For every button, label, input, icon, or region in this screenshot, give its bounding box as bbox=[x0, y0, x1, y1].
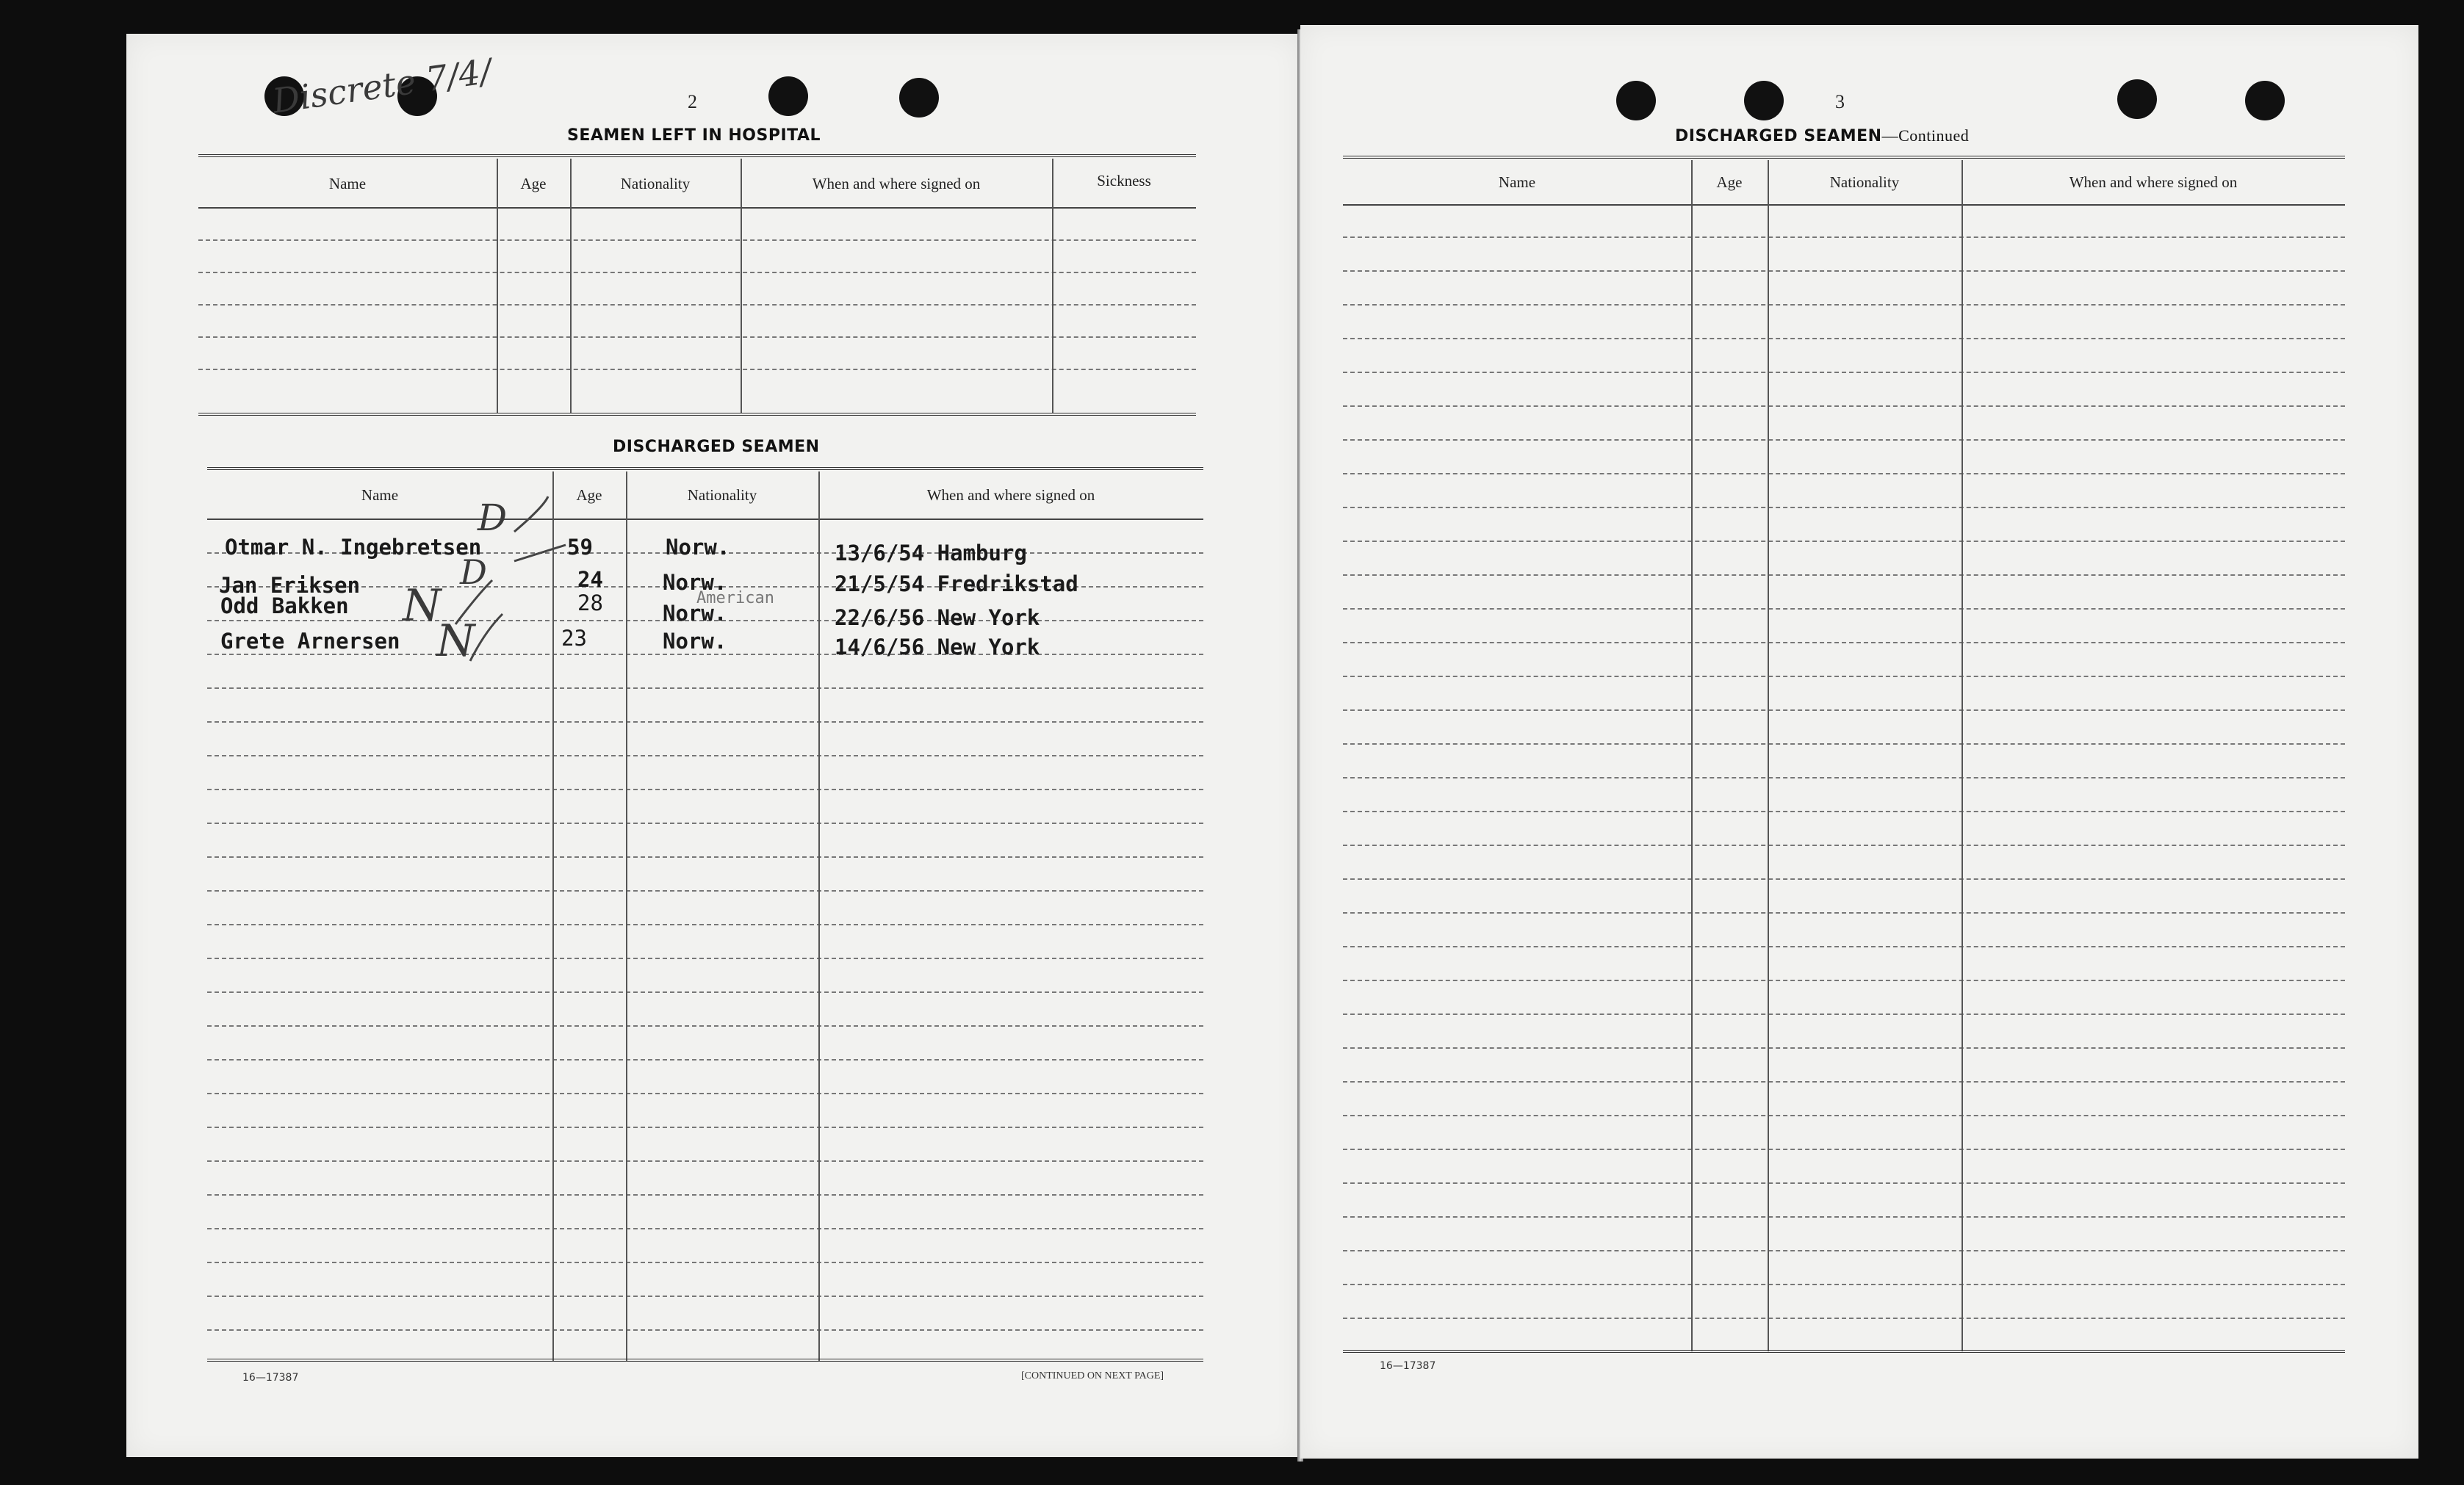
ruled-line bbox=[1343, 1149, 2345, 1150]
ruled-line bbox=[1343, 1182, 2345, 1184]
ruled-line bbox=[1343, 1216, 2345, 1218]
seaman-signed-on-2: 21/5/54 Fredrikstad bbox=[835, 571, 1078, 596]
ruled-line bbox=[1343, 1284, 2345, 1285]
ruled-line bbox=[1343, 304, 2345, 306]
hospital-header-signed-on: When and where signed on bbox=[812, 175, 981, 192]
form-number-right: 16—17387 bbox=[1380, 1360, 1436, 1372]
seaman-nationality-4: Norw. bbox=[663, 629, 727, 654]
discharged-continued-table bbox=[1343, 156, 2345, 1356]
continued-note: [CONTINUED ON NEXT PAGE] bbox=[1021, 1370, 1164, 1381]
ruled-line bbox=[1343, 1318, 2345, 1319]
seaman-nationality-1: Norw. bbox=[666, 535, 730, 560]
ruled-line bbox=[1343, 1014, 2345, 1015]
handwritten-mark-3: N bbox=[403, 580, 442, 632]
seaman-signed-on-1: 13/6/54 Hamburg bbox=[835, 541, 1027, 566]
handwritten-annotation: Discrete 7/4/ bbox=[270, 51, 494, 121]
discharged-continued-title: DISCHARGED SEAMEN—Continued bbox=[1675, 126, 1970, 145]
form-number-left: 16—17387 bbox=[242, 1372, 299, 1384]
handwritten-mark-4: N bbox=[436, 615, 475, 667]
hospital-section-title: SEAMEN LEFT IN HOSPITAL bbox=[567, 126, 821, 145]
continued-header-name: Name bbox=[1498, 173, 1536, 191]
ruled-line bbox=[1343, 912, 2345, 914]
continued-header-nationality: Nationality bbox=[1829, 173, 1900, 191]
ruled-line bbox=[1343, 980, 2345, 981]
seaman-age-2: 24 bbox=[577, 567, 603, 592]
ruled-line bbox=[1343, 845, 2345, 846]
hospital-header-nationality: Nationality bbox=[620, 175, 691, 192]
seaman-signed-on-4: 14/6/56 New York bbox=[835, 635, 1040, 660]
discharged-header-signed-on: When and where signed on bbox=[926, 486, 1095, 504]
hospital-header-sickness: Sickness bbox=[1097, 172, 1151, 189]
seaman-age-1: 59 bbox=[567, 535, 593, 560]
ruled-line bbox=[1343, 338, 2345, 339]
seaman-age-4: 23 bbox=[561, 626, 587, 651]
seaman-nationality-2: Norw. bbox=[663, 570, 727, 595]
ruled-line bbox=[1343, 473, 2345, 474]
ruled-line bbox=[1343, 743, 2345, 745]
seaman-name-4: Grete Arnersen bbox=[220, 629, 400, 654]
handwritten-mark-2: D bbox=[460, 552, 487, 592]
seaman-signed-on-3: 22/6/56 New York bbox=[835, 605, 1040, 630]
ruled-line bbox=[1343, 811, 2345, 812]
discharged-section-title: DISCHARGED SEAMEN bbox=[613, 438, 820, 456]
hospital-header-age: Age bbox=[520, 175, 547, 192]
ruled-line bbox=[1343, 1250, 2345, 1251]
ruled-line bbox=[1343, 709, 2345, 711]
ruled-line bbox=[1343, 507, 2345, 508]
seaman-name-2: Jan Eriksen bbox=[219, 573, 361, 598]
ruled-line bbox=[1343, 439, 2345, 441]
ruled-line bbox=[1343, 946, 2345, 947]
seaman-nationality-correction-3: American bbox=[696, 589, 774, 607]
continued-header-age: Age bbox=[1716, 173, 1743, 191]
ruled-line bbox=[1343, 574, 2345, 576]
ruled-line bbox=[1343, 676, 2345, 677]
discharged-header-age: Age bbox=[576, 486, 602, 504]
ruled-line bbox=[1343, 608, 2345, 610]
ruled-line bbox=[1343, 236, 2345, 238]
seaman-nationality-3: Norw. bbox=[663, 601, 727, 626]
discharged-header-nationality: Nationality bbox=[687, 486, 757, 504]
ruled-line bbox=[1343, 270, 2345, 272]
continued-header-signed-on: When and where signed on bbox=[2069, 173, 2238, 191]
ruled-line bbox=[1343, 405, 2345, 407]
seaman-name-3: Odd Bakken bbox=[220, 593, 349, 618]
ruled-line bbox=[1343, 642, 2345, 643]
hospital-header-name: Name bbox=[328, 175, 367, 192]
ruled-line bbox=[1343, 1081, 2345, 1083]
discharged-header-name: Name bbox=[361, 486, 399, 504]
ruled-line bbox=[1343, 541, 2345, 542]
handwritten-mark-1: D bbox=[478, 496, 508, 539]
ruled-line bbox=[1343, 878, 2345, 880]
page-number-left: 2 bbox=[688, 91, 697, 112]
seaman-name-1: Otmar N. Ingebretsen bbox=[225, 535, 482, 560]
ruled-line bbox=[1343, 777, 2345, 778]
ruled-line bbox=[1343, 1115, 2345, 1116]
seaman-age-3: 28 bbox=[577, 590, 603, 615]
ruled-line bbox=[1343, 1047, 2345, 1049]
page-number-right: 3 bbox=[1835, 91, 1845, 112]
ruled-line bbox=[1343, 372, 2345, 373]
